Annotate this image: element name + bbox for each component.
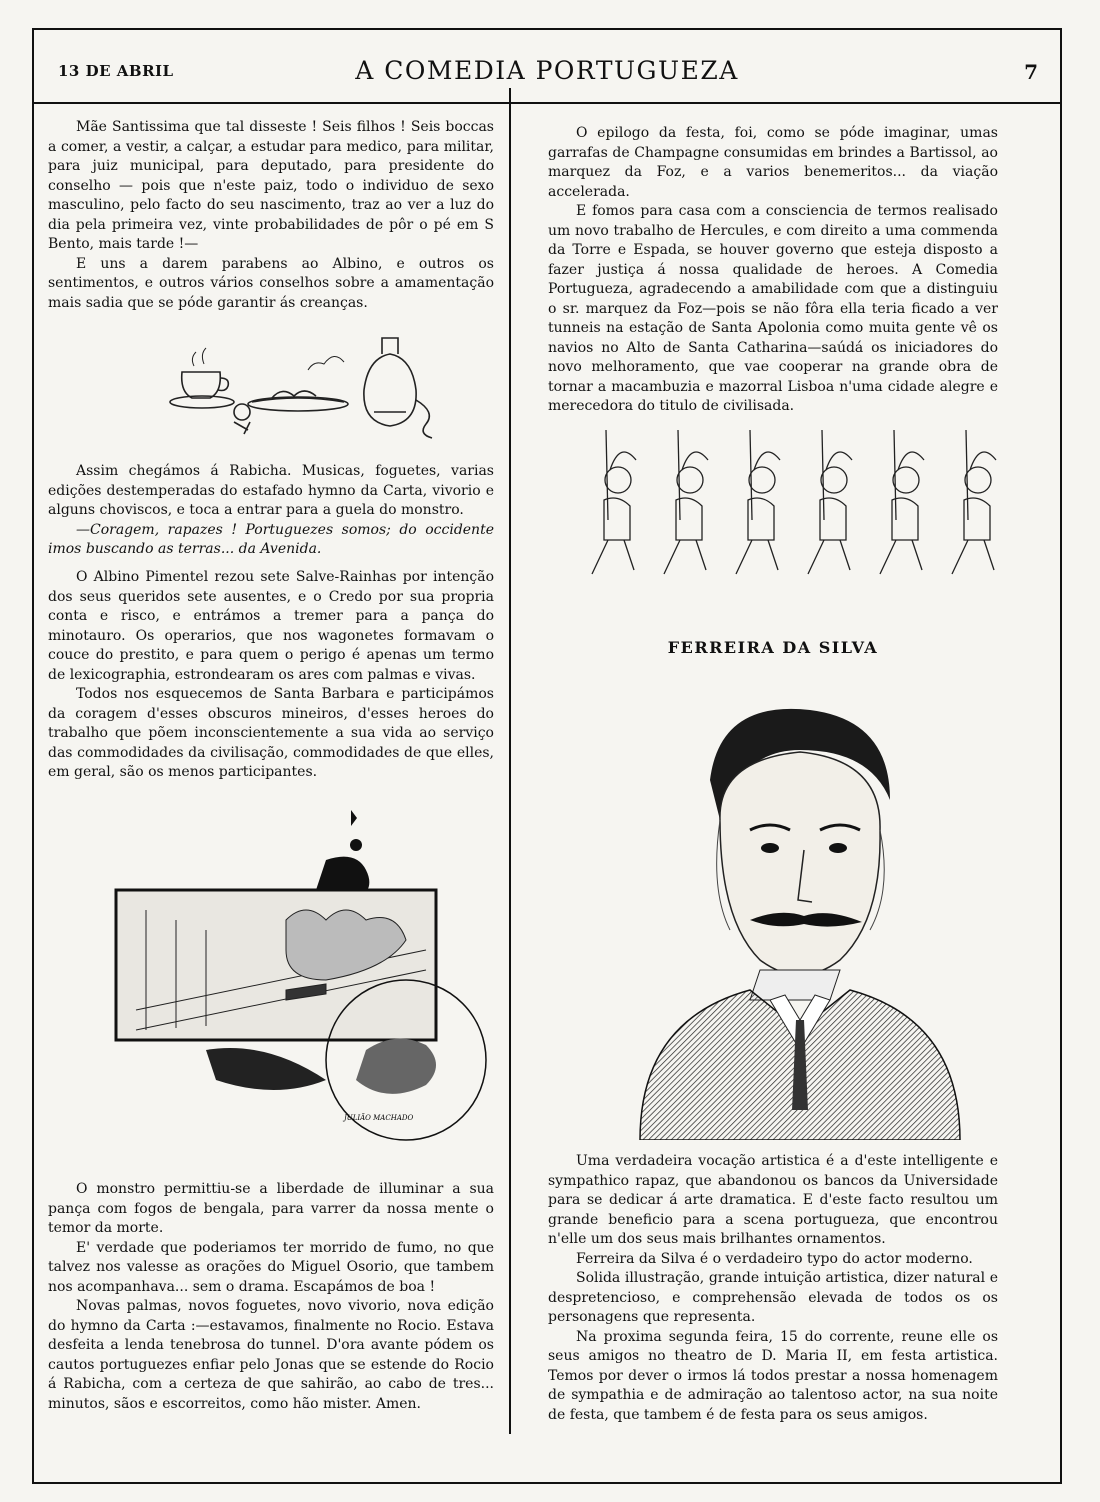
right-text-block-2	[548, 1152, 998, 1425]
article-heading	[548, 638, 998, 657]
left-text-block-1	[48, 118, 494, 313]
column-divider	[509, 88, 511, 1434]
breakfast-illustration	[168, 330, 448, 440]
paragraph: E' verdade que poderiamos ter morrido de fumo, no que talvez nos valesse as orações do Miguel Osorio, que tambem nos acompanhava... sem o drama. Escapámos de boa !	[48, 1239, 494, 1295]
gnome-figure	[736, 430, 780, 574]
paragraph: E uns a darem parabens ao Albino, e outros os sentimentos, e outros vários conselhos sobre a amamentação mais sadia que se póde garantir ás creanças.	[48, 255, 494, 311]
gnome-figure	[880, 430, 924, 574]
marching-gnomes-illustration	[568, 420, 1008, 590]
train-landscape-illustration	[106, 800, 506, 1150]
portrait-illustration	[600, 690, 990, 1140]
page-header	[34, 30, 1060, 104]
issue-date: 13 DE ABRIL	[58, 62, 174, 80]
paragraph: E fomos para casa com a consciencia de termos realisado um novo trabalho de Hercules, e com direito a uma commenda da Torre e Espada, se houver governo que esteja disposto a fazer justiça á nossa qualidade de heroes. A Comedia Portugueza, agradecendo a amabilidade com que a distinguiu o sr. marquez da Foz—pois se não fôra ella teria ficado a ver tunneis na estação de Santa Apolonia como muita gente vê os navios no Alto de Santa Catharina—saúdá os iniciadores do novo melhoramento, que vae cooperar na grande obra de tornar a macambuzia e mazorral Lisboa n'uma cidade alegre e merecedora do titulo de civilisada.	[548, 203, 998, 414]
left-text-block-4	[48, 1180, 494, 1414]
gnome-figure	[592, 430, 636, 574]
paragraph: O Albino Pimentel rezou sete Salve-Rainhas por intenção dos seus queridos sete ausentes, e o Credo por sua propria conta e risco, e entrámos a tremer para a pança do minotauro. Os operarios, que nos wagonetes formavam o couce do prestito, e para quem o perigo é apenas um termo de lexicographia, estrondearam os ares com palmas e vivas.	[48, 569, 494, 683]
paragraph: O epilogo da festa, foi, como se póde imaginar, umas garrafas de Champagne consumidas em brindes a Bartissol, ao marquez da Foz, e a varios benemeritos... da viação accelerada.	[548, 125, 998, 200]
paragraph: Todos nos esquecemos de Santa Barbara e participámos da coragem d'esses obscuros mineiros, d'esses heroes do trabalho que põem inconscientemente a sua vida ao serviço das commodidades da civilisação, commodidades de que elles, em geral, são os menos participantes.	[48, 686, 494, 780]
face	[720, 752, 880, 975]
paragraph: Solida illustração, grande intuição artistica, dizer natural e despretencioso, e comprehensão elevada de todos os os personagens que representa.	[548, 1270, 998, 1325]
paragraph: —Coragem, rapazes ! Portuguezes somos; do occidente imos buscando as terras... da Avenida.	[48, 521, 494, 557]
illustration-signature: JULIÃO MACHADO	[344, 1114, 414, 1122]
paragraph: Uma verdadeira vocação artistica é a d'este intelligente e sympathico rapaz, que abandonou os bancos da Universidade para se dedicar á arte dramatica. E d'este facto resultou um grande beneficio para a scena portugueza, que encontrou n'elle um dos seus mais brilhantes ornamentos.	[548, 1153, 998, 1247]
left-text-block-3	[48, 568, 494, 783]
paragraph: Mãe Santissima que tal disseste ! Seis filhos ! Seis boccas a comer, a vestir, a calçar, a estudar para medico, para militar, para juiz municipal, para deputado, para presidente do conselho — pois que n'este paiz, todo o individuo de sexo masculino, pelo facto do seu nascimento, traz ao ver a luz do dia pela primeira vez, vinte probabilidades de pôr o pé em S Bento, mais tarde !—	[48, 119, 494, 252]
gnome-figure	[664, 430, 708, 574]
cup-icon	[182, 372, 221, 398]
paragraph: Novas palmas, novos foguetes, novo vivorio, nova edição do hymno da Carta :—estavamos, finalmente no Rocio. Estava desfeita a lenda tenebrosa do tunnel. D'ora avante pódem os cautos portuguezes enfiar pelo Jonas que se estende do Rocio á Rabicha, com a certeza de que sahirão, ao cabo de tres... minutos, sãos e escorreitos, como hão mister. Amen.	[48, 1298, 494, 1412]
paragraph: O monstro permittiu-se a liberdade de illuminar a sua pança com fogos de bengala, para varrer da nossa mente o temor da morte.	[48, 1181, 494, 1236]
paragraph: Assim chegámos á Rabicha. Musicas, foguetes, varias edições destemperadas do estafado hymno da Carta, vivorio e alguns choviscos, e toca a entrar para a guela do monstro.	[48, 463, 494, 518]
bottle-icon	[364, 354, 416, 426]
heading-text: FERREIRA DA SILVA	[667, 638, 879, 657]
gnome-figure	[808, 430, 852, 574]
right-text-block-1	[548, 124, 998, 417]
gnome-figure	[952, 430, 996, 574]
masthead-title: A COMEDIA PORTUGUEZA	[355, 56, 739, 85]
left-text-block-2	[48, 462, 494, 560]
page-number: 7	[1024, 60, 1038, 84]
paragraph: Ferreira da Silva é o verdadeiro typo do actor moderno.	[576, 1250, 973, 1267]
paragraph: Na proxima segunda feira, 15 do corrente, reune elle os seus amigos no theatro de D. Maria II, em festa artistica. Temos por dever o irmos lá todos prestar a nossa homenagem de sympathia e de admiração ao talentoso actor, na sua noite de festa, que tambem é de festa para os seus amigos.	[548, 1328, 998, 1423]
